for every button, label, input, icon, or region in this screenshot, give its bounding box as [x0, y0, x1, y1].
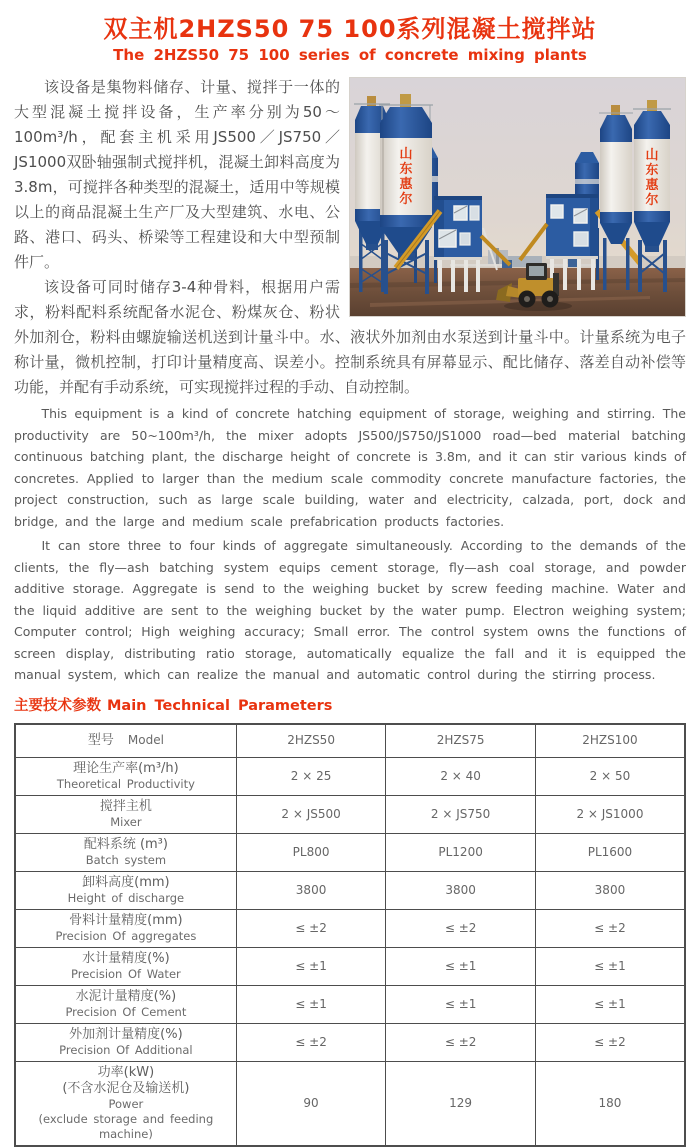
value-cell: 129	[386, 1062, 536, 1147]
model-cell: 2HZS50	[236, 724, 386, 758]
section-title-zh: 主要技术参数	[14, 698, 101, 714]
plant-photo	[349, 77, 686, 317]
param-cell: 配料系统 (m³) Batch system	[15, 834, 236, 872]
table-row	[15, 1024, 685, 1062]
model-cell: 2HZS75	[386, 724, 536, 758]
model-cell: 2HZS100	[535, 724, 685, 758]
silo-brand-char: 惠	[645, 177, 659, 193]
table-row	[15, 834, 685, 872]
silo-brand-char: 东	[645, 162, 658, 178]
silo-brand-char: 尔	[645, 192, 658, 208]
value-cell: ≤ ±1	[535, 948, 685, 986]
value-cell: 3800	[236, 872, 386, 910]
silo-brand-char: 尔	[399, 191, 412, 207]
value-cell: ≤ ±2	[386, 910, 536, 948]
value-cell: PL800	[236, 834, 386, 872]
silo-brand-char: 山	[399, 147, 412, 162]
param-cell: 水泥计量精度(%) Precision Of Cement	[15, 986, 236, 1024]
value-cell: PL1200	[386, 834, 536, 872]
silo-brand-char: 山	[645, 148, 658, 163]
param-cell: 卸料高度(mm) Height of discharge	[15, 872, 236, 910]
table-row	[15, 948, 685, 986]
value-cell: ≤ ±2	[535, 910, 685, 948]
value-cell: ≤ ±2	[535, 1024, 685, 1062]
param-cell: 理论生产率(m³/h) Theoretical Productivity	[15, 758, 236, 796]
value-cell: 3800	[386, 872, 536, 910]
section-title-en: Main Technical Parameters	[107, 698, 332, 714]
table-row-power	[15, 1062, 685, 1147]
page-subtitle: The 2HZS50 75 100 series of concrete mixing plants	[14, 46, 686, 65]
intro-section	[14, 75, 686, 400]
value-cell: ≤ ±2	[236, 910, 386, 948]
value-cell: PL1600	[535, 834, 685, 872]
param-cell: 骨料计量精度(mm) Precision Of aggregates	[15, 910, 236, 948]
silo-brand-char: 东	[399, 161, 412, 177]
value-cell: 180	[535, 1062, 685, 1147]
intro-zh-paragraph-2: 该设备可同时储存3-4种骨料，根据用户需求，粉料配料系统配备水泥仓、粉煤灰仓、粉状外加剂仓，粉料由螺旋输送机送到计量斗中。水、液状外加剂由水泵送到计量斗中。计量系统为电子称计量，微机控制，打印计量精度高、误差小。控制系统具有屏幕显示、配比储存、落差自动补偿等功能，并配有手动系统，可实现搅拌过程的手动、自动控制。	[14, 275, 686, 400]
value-cell: ≤ ±1	[386, 986, 536, 1024]
value-cell: 2 × 25	[236, 758, 386, 796]
value-cell: 90	[236, 1062, 386, 1147]
value-cell: 3800	[535, 872, 685, 910]
value-cell: ≤ ±1	[236, 948, 386, 986]
page-title: 双主机2HZS50 75 100系列混凝土搅拌站	[14, 14, 686, 44]
value-cell: ≤ ±2	[386, 1024, 536, 1062]
table-header-row	[15, 724, 685, 758]
specs-table	[14, 723, 686, 1147]
intro-zh-paragraph-1: 该设备是集物料储存、计量、搅拌于一体的大型混凝土搅拌设备，生产率分别为50～100m³/h，配套主机采用JS500／JS750／JS1000双卧轴强制式搅拌机，混凝土卸料高度为3.8m，可搅拌各种类型的混凝土，适用中等规模以上的商品混凝土生产厂及大型建筑、水电、公路、港口、码头、桥梁等工程建设和大中型预制件厂。	[14, 75, 686, 275]
param-cell: 搅拌主机 Mixer	[15, 796, 236, 834]
table-row	[15, 910, 685, 948]
silo-brand-char: 惠	[399, 176, 413, 192]
value-cell: ≤ ±1	[236, 986, 386, 1024]
plant-photo-illustration	[350, 78, 685, 316]
value-cell: ≤ ±1	[386, 948, 536, 986]
value-cell: 2 × 50	[535, 758, 685, 796]
intro-en-paragraph-2: It can store three to four kinds of aggregate simultaneously. According to the demands of the clients, the fly—ash batching system equips cement storage, fly—ash coal storage, and powder additive storage. Aggregate is send to the weighing bucket by screw feeding machine. Water and the liquid additive are sent to the weighing bucket by the water pump. Electron weighing system; Computer control; High weighing accuracy; Small error. The control system owns the functions of screen display, distributing ratio storage, automatically equalize the fall and it is equipped the manual system, which can realize the manual and automatic control during the stirring process.	[14, 535, 686, 686]
value-cell: ≤ ±1	[535, 986, 685, 1024]
right-front-silo	[633, 100, 671, 292]
table-row	[15, 986, 685, 1024]
value-cell: 2 × JS750	[386, 796, 536, 834]
value-cell: 2 × JS1000	[535, 796, 685, 834]
table-row	[15, 796, 685, 834]
value-cell: ≤ ±2	[236, 1024, 386, 1062]
value-cell: 2 × 40	[386, 758, 536, 796]
section-title	[14, 697, 686, 715]
param-cell: 外加剂计量精度(%) Precision Of Additional	[15, 1024, 236, 1062]
model-header-cell: 型号 Model	[15, 724, 236, 758]
param-cell: 功率(kW) (不含水泥仓及输送机) Power (exclude storage and feeding machine)	[15, 1062, 236, 1147]
table-row	[15, 872, 685, 910]
value-cell: 2 × JS500	[236, 796, 386, 834]
param-cell: 水计量精度(%) Precision Of Water	[15, 948, 236, 986]
table-row	[15, 758, 685, 796]
intro-en-paragraph-1: This equipment is a kind of concrete hatching equipment of storage, weighing and stirring. The productivity are 50~100m³/h, the mixer adopts JS500/JS750/JS1000 road—bed material batching continuous batching plant, the discharge height of concrete is 3.8m, and it can stir various kinds of concretes. Applied to larger than the medium scale commodity concrete manufacture factories, the project construction, such as large scale building, water and electricity, calzada, port, dock and bridge, and the large and medium scale prefabrication products factories.	[14, 403, 686, 532]
